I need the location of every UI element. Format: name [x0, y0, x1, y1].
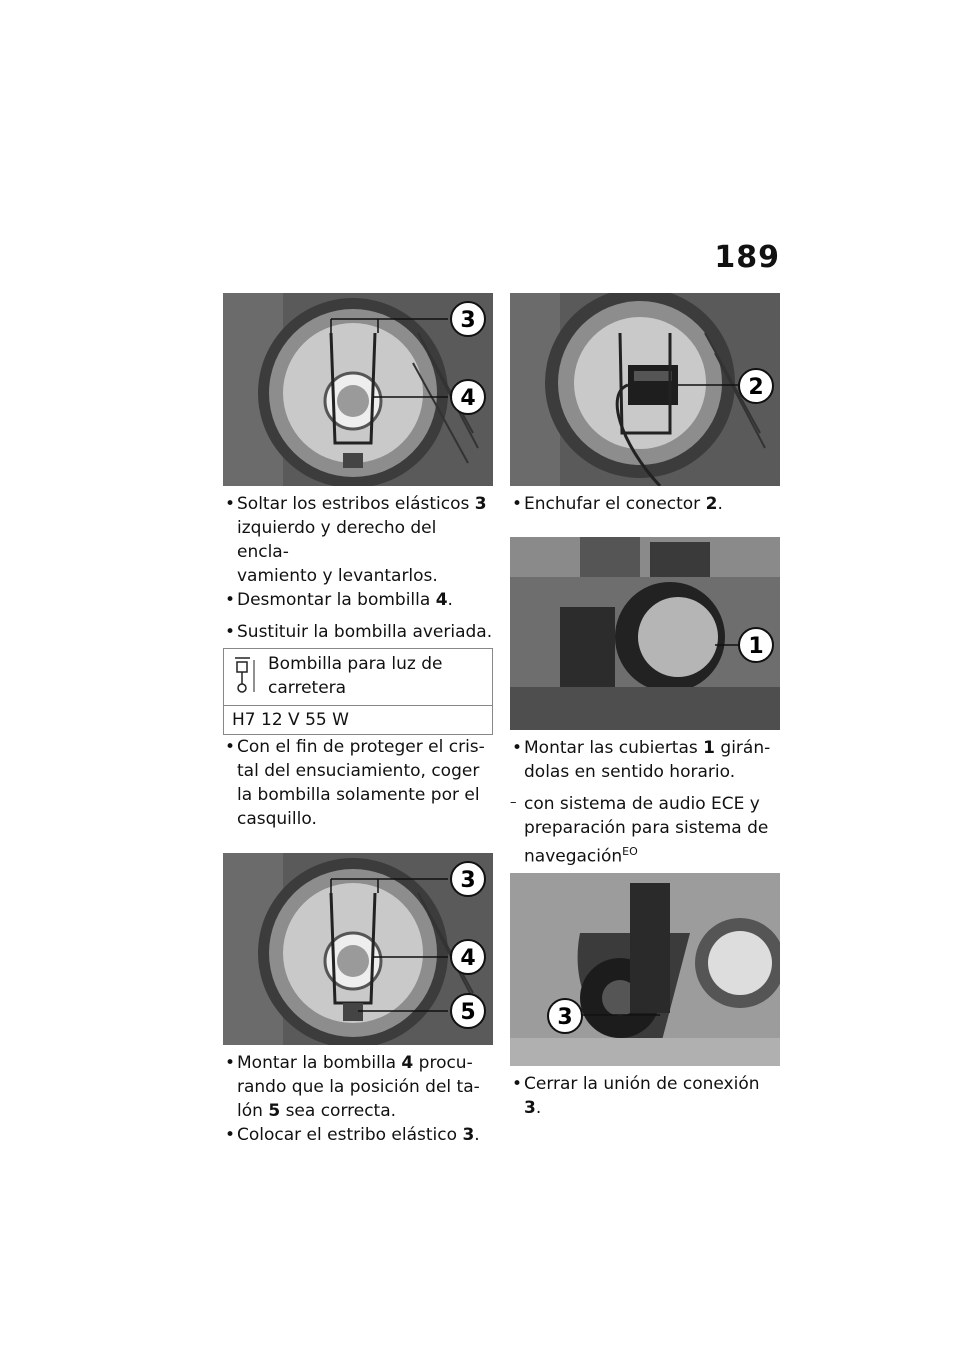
photo-cover: [510, 537, 780, 730]
callout-3: 3: [460, 868, 476, 893]
spec-value: H7 12 V 55 W: [232, 710, 349, 730]
step-install-covers: • Montar las cubiertas 1 girán- dolas en sentido horario.: [510, 736, 780, 784]
page-number: 189: [714, 240, 780, 275]
photo-headlight-bulb-tab: [223, 853, 493, 1045]
condition-audio-system: – con sistema de audio ECE y preparación para sistema de navegación$^{EO}$: [510, 792, 780, 869]
spec-title: Bombilla para luz de: [268, 654, 443, 674]
step-install-bulb: • Montar la bombilla 4 procu- rando que la posición del ta- lón 5 sea correcta.: [223, 1051, 493, 1123]
callout-1: 1: [748, 634, 764, 659]
right-column: [510, 293, 780, 1120]
callout-3: 3: [557, 1004, 573, 1030]
callout-4: 4: [460, 946, 476, 971]
step-close-connection: • Cerrar la unión de conexión 3.: [510, 1072, 780, 1120]
step-handle-bulb: • Con el fin de proteger el cris- tal del ensuciamiento, coger la bombilla solamente por el casquillo.: [223, 735, 493, 831]
photo-headlight-bulb-clips: [223, 293, 493, 486]
callout-4: 4: [460, 386, 476, 411]
step-attach-clip: • Colocar el estribo elástico 3.: [223, 1123, 493, 1147]
callout-2: 2: [748, 375, 764, 400]
photo-connector: [510, 293, 780, 486]
step-remove-bulb: • Desmontar la bombilla 4.: [223, 588, 493, 612]
left-column: [223, 293, 493, 1147]
photo-connection: [510, 873, 780, 1066]
step-replace-bulb: • Sustituir la bombilla averiada.: [223, 620, 493, 644]
bulb-icon: [232, 652, 268, 701]
callout-5: 5: [460, 1000, 476, 1025]
step-plug-connector: • Enchufar el conector 2.: [510, 492, 780, 516]
step-release-clips: • Soltar los estribos elásticos 3 izquierdo y derecho del encla- vamiento y levantarlos.: [223, 492, 493, 588]
callout-3: 3: [460, 308, 476, 333]
spec-table: Bombilla para luz de carretera H7 12 V 55 W: [223, 648, 493, 735]
